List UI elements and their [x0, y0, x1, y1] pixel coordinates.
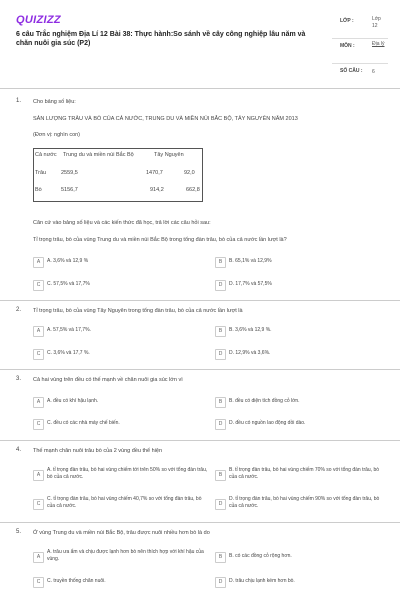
option-c[interactable]: [33, 349, 193, 361]
option-a[interactable]: [33, 466, 211, 484]
socau-label: SỐ CÂU :: [340, 68, 363, 74]
option-text: C. đều có các nhà máy chế biến.: [47, 420, 120, 426]
option-b[interactable]: [215, 326, 375, 338]
meta-row-lop: [332, 14, 388, 39]
option-c[interactable]: [33, 495, 211, 513]
option-text: C. 3,6% và 17,7 %.: [47, 350, 90, 356]
option-text: B. có các đồng cỏ rộng hơn.: [229, 553, 292, 559]
option-letter: A: [33, 257, 44, 268]
header-divider: [0, 88, 400, 89]
option-c[interactable]: [33, 280, 193, 292]
option-letter: B: [215, 552, 226, 563]
question-text: Cả hai vùng trên đều có thế mạnh về chăn nuôi gia súc lớn vì: [33, 377, 183, 383]
option-letter: D: [215, 280, 226, 291]
question-3: [16, 376, 386, 386]
table-cell: 914,2: [150, 187, 164, 193]
question-intro: Cho bảng số liệu:: [33, 99, 76, 105]
question-divider: [0, 300, 400, 301]
meta-row-mon: [332, 39, 388, 64]
option-letter: B: [215, 326, 226, 337]
data-table: [33, 148, 203, 202]
option-b[interactable]: [215, 397, 375, 409]
mon-label: MÔN :: [340, 43, 355, 49]
table-row-label: Trâu: [35, 170, 47, 176]
question-number: 4.: [16, 447, 22, 453]
option-c[interactable]: [33, 419, 193, 431]
question-number: 1.: [16, 98, 22, 104]
table-header-tay-nguyen: Tây Nguyên: [154, 152, 184, 158]
table-title: SẢN LƯỢNG TRÂU VÀ BÒ CỦA CẢ NƯỚC, TRUNG DU VÀ MIỀN NÚI BẮC BỘ, TÂY NGUYÊN NĂM 2013: [33, 116, 298, 122]
option-d[interactable]: [215, 349, 375, 361]
option-a[interactable]: [33, 397, 193, 409]
option-text: D. 12,9% và 3,6%.: [229, 350, 271, 356]
option-letter: A: [33, 326, 44, 337]
option-letter: C: [33, 499, 44, 510]
option-d[interactable]: [215, 577, 375, 589]
table-cell: 662,8: [186, 187, 200, 193]
option-text: C. 57,5% và 17,7%: [47, 281, 90, 287]
option-letter: A: [33, 552, 44, 563]
table-cell: 5156,7: [61, 187, 78, 193]
table-row-label: Bò: [35, 187, 42, 193]
option-d[interactable]: [215, 280, 375, 292]
option-text: A. tỉ trọng đàn trâu, bò hai vùng chiếm tới trên 50% so với tổng đàn trâu, bò của cả nước.: [47, 467, 208, 480]
option-text: A. 57,5% và 17,7%.: [47, 327, 91, 333]
meta-panel: [332, 14, 388, 88]
table-header-ca-nuoc: Cả nước: [35, 152, 57, 158]
page-title: 6 câu Trắc nghiệm Địa Lí 12 Bài 38: Thực hành:So sánh về cây công nghiệp lâu năm và chăn nuôi gia súc (P2): [16, 31, 306, 47]
option-letter: C: [33, 419, 44, 430]
instruction-text: Căn cứ vào bảng số liệu và các kiến thức đã học, trả lời các câu hỏi sau:: [33, 220, 211, 226]
option-letter: D: [215, 577, 226, 588]
option-b[interactable]: [215, 257, 375, 269]
question-5: [16, 529, 386, 539]
option-letter: C: [33, 280, 44, 291]
option-text: C. tỉ trọng đàn trâu, bò hai vùng chiếm 40,7% so với tổng đàn trâu, bò của cả nước.: [47, 496, 202, 509]
question-divider: [0, 522, 400, 523]
option-a[interactable]: [33, 326, 193, 338]
question-number: 5.: [16, 529, 22, 535]
question-text: Thế mạnh chăn nuôi trâu bò của 2 vùng đều thể hiện: [33, 448, 163, 454]
question-number: 3.: [16, 376, 22, 382]
option-text: B. đều có diện tích đồng cỏ lớn.: [229, 398, 300, 404]
option-a[interactable]: [33, 548, 211, 566]
option-text: A. đều có khí hậu lạnh.: [47, 398, 99, 404]
option-text: D. 17,7% và 57,5%: [229, 281, 272, 287]
option-text: D. tỉ trọng đàn trâu, bò hai vùng chiếm 90% so với tổng đàn trâu, bò của cả nước.: [229, 496, 380, 509]
option-letter: D: [215, 419, 226, 430]
question-number: 2.: [16, 307, 22, 313]
option-letter: D: [215, 349, 226, 360]
option-letter: B: [215, 397, 226, 408]
socau-value: 6: [372, 69, 375, 75]
question-text: Ở vùng Trung du và miền núi Bắc Bộ, trâu được nuôi nhiều hơn bò là do: [33, 530, 210, 536]
meta-row-socau: [332, 64, 388, 88]
quizizz-logo: QUIZIZZ: [16, 14, 61, 26]
table-header-trung-du: Trung du và miền núi Bắc Bộ: [63, 152, 134, 158]
option-text: B. 3,6% và 12,9 %.: [229, 327, 272, 333]
table-cell: 2559,5: [61, 170, 78, 176]
option-letter: A: [33, 397, 44, 408]
option-text: B. tỉ trọng đàn trâu, bò hai vùng chiếm 70% so với tổng đàn trâu, bò của cả nước.: [229, 467, 380, 480]
option-c[interactable]: [33, 577, 193, 589]
table-cell: 92,0: [184, 170, 195, 176]
mon-value: Địa lý: [372, 41, 385, 47]
option-text: A. 3,6% và 12,9 %: [47, 258, 89, 264]
option-letter: A: [33, 470, 44, 481]
option-text: D. trâu chịu lạnh kém hơn bò.: [229, 578, 295, 584]
question-text: Tỉ trọng trâu, bò của vùng Trung du và miền núi Bắc Bộ trong tổng đàn trâu, bò của cả nước lần lượt là?: [33, 237, 287, 243]
option-letter: C: [33, 577, 44, 588]
option-letter: D: [215, 499, 226, 510]
question-divider: [0, 369, 400, 370]
option-text: C. truyền thống chăn nuôi.: [47, 578, 106, 584]
option-text: D. đều có nguồn lao động dồi dào.: [229, 420, 306, 426]
question-2: [16, 307, 386, 317]
option-letter: B: [215, 257, 226, 268]
question-4: [16, 447, 386, 457]
table-unit: (Đơn vị: nghìn con): [33, 132, 81, 138]
option-d[interactable]: [215, 419, 375, 431]
option-b[interactable]: [215, 552, 387, 564]
option-text: B. 65,1% và 12,9%: [229, 258, 272, 264]
option-letter: C: [33, 349, 44, 360]
option-d[interactable]: [215, 495, 387, 513]
option-text: A. trâu ưa ẩm và chịu được lạnh hơn bò nên thích hợp với khí hậu của vùng.: [47, 549, 204, 562]
option-b[interactable]: [215, 466, 387, 484]
lop-label: LỚP :: [340, 18, 354, 24]
question-divider: [0, 440, 400, 441]
option-a[interactable]: [33, 257, 193, 269]
table-cell: 1470,7: [146, 170, 163, 176]
option-letter: B: [215, 470, 226, 481]
lop-value: Lớp 12: [372, 16, 381, 29]
question-text: Tỉ trọng trâu, bò của vùng Tây Nguyên trong tổng đàn trâu, bò của cả nước lần lượt là: [33, 308, 243, 314]
